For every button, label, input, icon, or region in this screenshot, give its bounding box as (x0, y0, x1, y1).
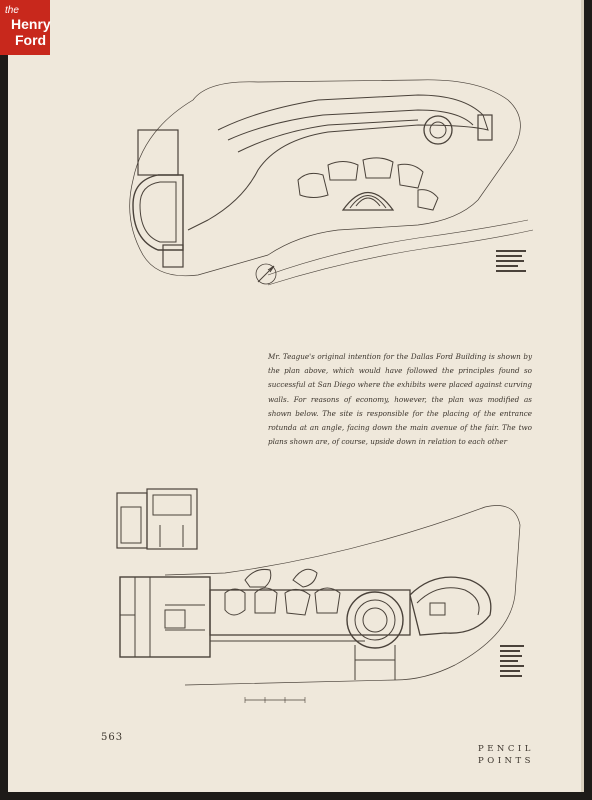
masthead-line-1: PENCIL (478, 744, 534, 754)
article-caption: Mr. Teague's original intention for the Dallas Ford Building is shown by the plan above, which would have followed the principles found so successful at San Diego where the exhibits were placed against curving walls. For reasons of economy, however, the plan was modified as shown below. The site is responsible for the placing of the entrance rotunda at an angle, facing down the main avenue of the fair. The two plans shown are, of course, upside down in relation to each other (268, 352, 532, 447)
page-edge (581, 0, 584, 792)
masthead (478, 743, 534, 767)
logo-line-3: Ford (15, 32, 47, 48)
logo-line-1: the (5, 5, 19, 16)
logo-line-2: Henry (11, 16, 51, 32)
original-floor-plan (118, 70, 538, 295)
henry-ford-logo (0, 0, 50, 55)
modified-floor-plan (105, 485, 525, 720)
page-number: 563 (101, 732, 124, 743)
masthead-line-2: POINTS (478, 756, 534, 766)
